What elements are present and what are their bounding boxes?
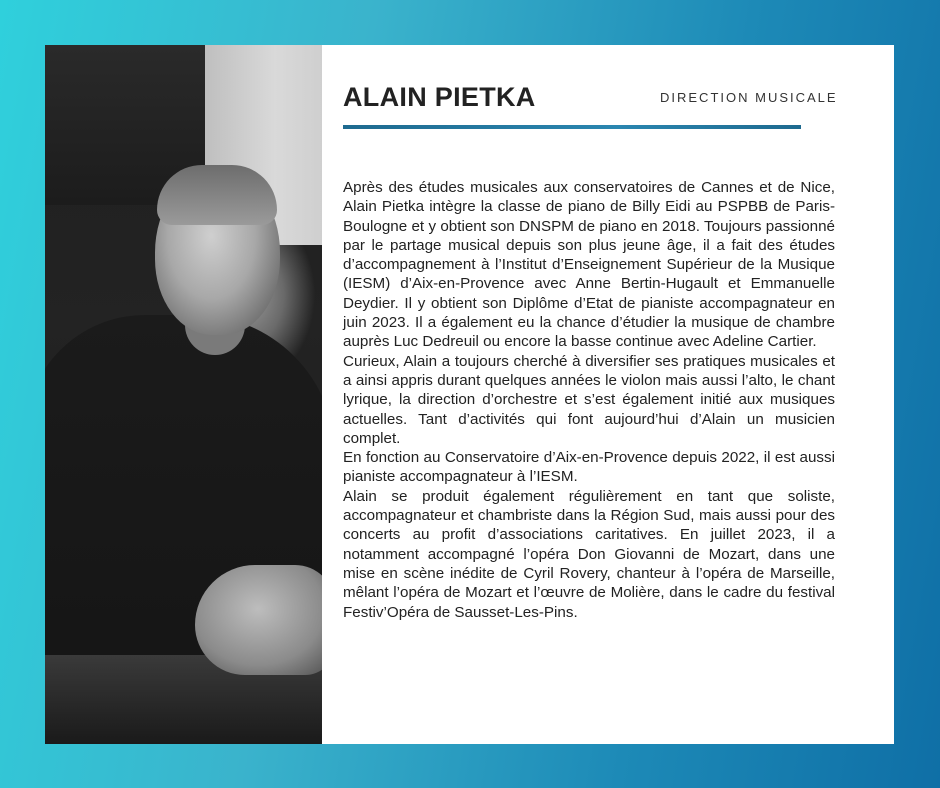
- bio-paragraph: Après des études musicales aux conservatoires de Cannes et de Nice, Alain Pietka intègre la classe de piano de Billy Eidi au PSPBB de Paris-Boulogne et y obtient son DNSPM de piano en 2018. Toujours passionné par le partage musical depuis son plus jeune âge, il a fait des études d’accompagnement à l’Institut d’Enseignement Supérieur de la Musique (IESM) d’Aix-en-Provence avec Anne Bertin-Hugault et Emmanuelle Deydier. Il y obtient son Diplôme d’Etat de pianiste accompagnateur en juin 2023. Il a également eu la chance d’étudier la musique de chambre auprès Luc Dedreuil ou encore la basse continue avec Adeline Cartier.: [343, 179, 835, 351]
- portrait-photo: [45, 45, 322, 744]
- title-underline: [343, 125, 801, 129]
- photo-hand: [195, 565, 322, 675]
- bio-paragraph: Alain se produit également régulièrement en tant que soliste, accompagnateur et chambriste dans la Région Sud, mais aussi pour des concerts au profit d’associations caritatives. En juillet 2023, il a notamment accompagné l’opéra Don Giovanni de Mozart, dans une mise en scène inédite de Cyril Rovery, chanteur à l’opéra de Marseille, mêlant l’opéra de Mozart et l’œuvre de Molière, dans le cadre du festival Festiv’Opéra de Sausset-Les-Pins.: [343, 487, 835, 621]
- photo-hair: [157, 165, 277, 225]
- bio-paragraph: En fonction au Conservatoire d’Aix-en-Provence depuis 2022, il est aussi pianiste accompagnateur à l’IESM.: [343, 449, 835, 486]
- musician-name: ALAIN PIETKA: [343, 82, 536, 112]
- biography-text: [343, 178, 835, 622]
- musician-role: DIRECTION MUSICALE: [660, 90, 838, 105]
- bio-paragraph: Curieux, Alain a toujours cherché à diversifier ses pratiques musicales et a ainsi appris durant quelques années le violon mais aussi l’alto, le chant lyrique, la direction d’orchestre et s’est également initié aux musiques actuelles. Tant d’activités qui font aujourd’hui d’Alain un musicien complet.: [343, 352, 835, 447]
- bio-card: [45, 45, 894, 744]
